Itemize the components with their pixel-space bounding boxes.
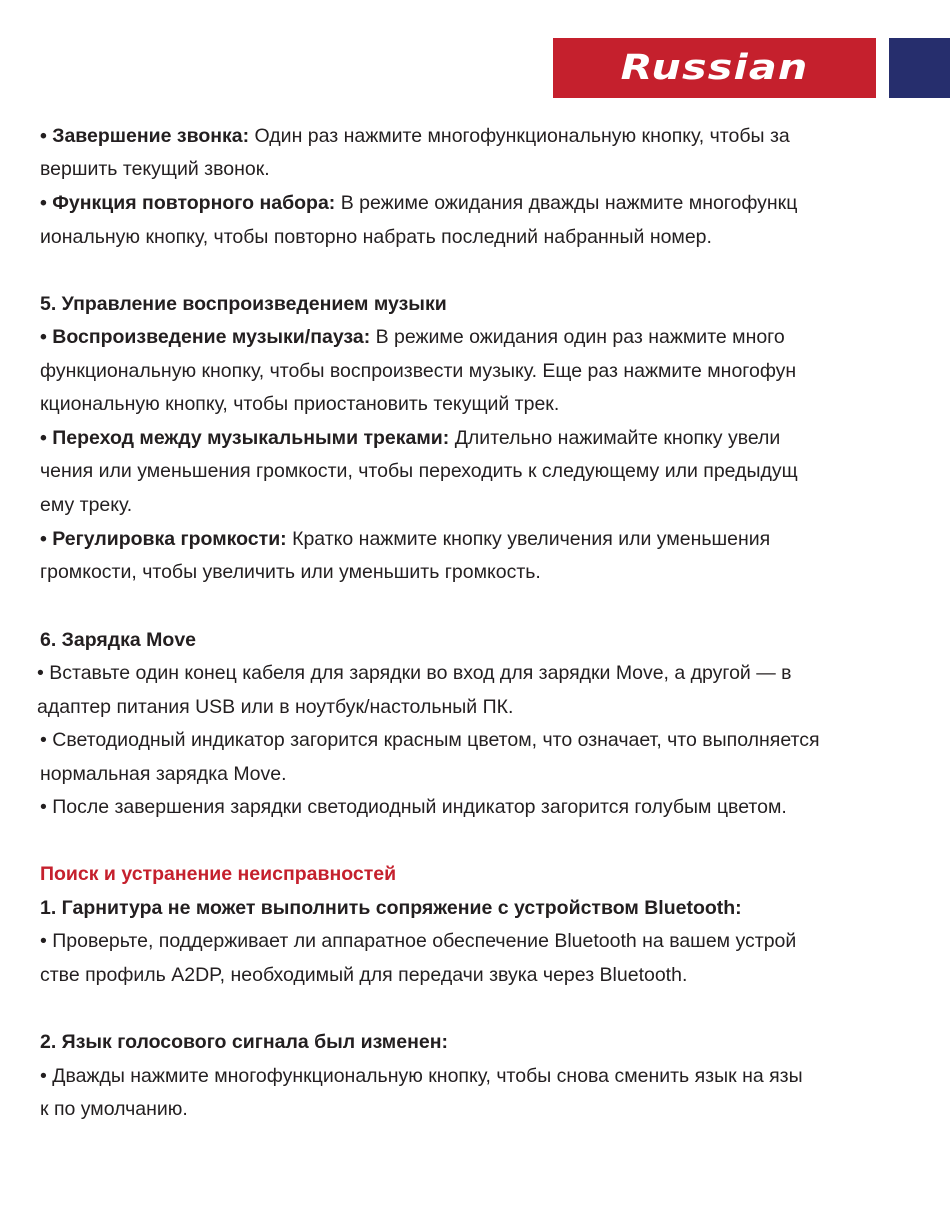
language-label: Russian: [620, 48, 809, 88]
troubleshooting-heading: Поиск и устранение неисправностей: [40, 863, 397, 885]
music-play-line-3: кциональную кнопку, чтобы приостановить текущий трек.: [40, 393, 560, 415]
music-volume-label: • Регулировка громкости:: [40, 528, 287, 550]
charging-item-3-line-1: • После завершения зарядки светодиодный индикатор загорится голубым цветом.: [40, 796, 787, 818]
troubleshooting-q1-line-2: стве профиль A2DP, необходимый для передачи звука через Bluetooth.: [40, 964, 688, 986]
call-end-line-1: • Завершение звонка: Один раз нажмите многофункциональную кнопку, чтобы за: [40, 125, 790, 147]
music-play-label: • Воспроизведение музыки/пауза:: [40, 326, 371, 348]
call-end-line-2: вершить текущий звонок.: [40, 158, 270, 180]
music-track-line-2: чения или уменьшения громкости, чтобы переходить к следующему или предыдущ: [40, 460, 798, 482]
music-volume-line-1: • Регулировка громкости: Кратко нажмите кнопку увеличения или уменьшения: [40, 528, 771, 550]
music-track-line-3: ему треку.: [40, 494, 133, 516]
music-volume-line-2: громкости, чтобы увеличить или уменьшить громкость.: [40, 561, 541, 583]
music-heading: 5. Управление воспроизведением музыки: [40, 293, 447, 315]
charging-item-1-line-1: • Вставьте один конец кабеля для зарядки во вход для зарядки Move, а другой — в: [37, 662, 792, 684]
music-play-line-2: функциональную кнопку, чтобы воспроизвести музыку. Еще раз нажмите многофун: [40, 360, 797, 382]
call-end-label: • Завершение звонка:: [40, 125, 250, 147]
redial-line-1: • Функция повторного набора: В режиме ожидания дважды нажмите многофункц: [40, 192, 798, 214]
troubleshooting-q2-line-1: • Дважды нажмите многофункциональную кнопку, чтобы снова сменить язык на язы: [40, 1065, 803, 1087]
charging-heading: 6. Зарядка Move: [40, 629, 197, 651]
redial-line-2: иональную кнопку, чтобы повторно набрать последний набранный номер.: [40, 226, 712, 248]
charging-item-1-line-2: адаптер питания USB или в ноутбук/настольный ПК.: [37, 696, 514, 718]
troubleshooting-q2-line-2: к по умолчанию.: [40, 1098, 188, 1120]
music-play-line-1: • Воспроизведение музыки/пауза: В режиме ожидания один раз нажмите много: [40, 326, 785, 348]
navy-accent-block: [889, 38, 950, 98]
troubleshooting-q1-title: 1. Гарнитура не может выполнить сопряжение с устройством Bluetooth:: [40, 897, 742, 919]
charging-item-2-line-1: • Светодиодный индикатор загорится красным цветом, что означает, что выполняется: [40, 729, 820, 751]
language-banner: [553, 38, 876, 98]
charging-item-2-line-2: нормальная зарядка Move.: [40, 763, 287, 785]
redial-label: • Функция повторного набора:: [40, 192, 336, 214]
troubleshooting-q1-line-1: • Проверьте, поддерживает ли аппаратное обеспечение Bluetooth на вашем устрой: [40, 930, 797, 952]
music-track-line-1: • Переход между музыкальными треками: Длительно нажимайте кнопку увели: [40, 427, 781, 449]
music-track-label: • Переход между музыкальными треками:: [40, 427, 450, 449]
troubleshooting-q2-title: 2. Язык голосового сигнала был изменен:: [40, 1031, 448, 1053]
